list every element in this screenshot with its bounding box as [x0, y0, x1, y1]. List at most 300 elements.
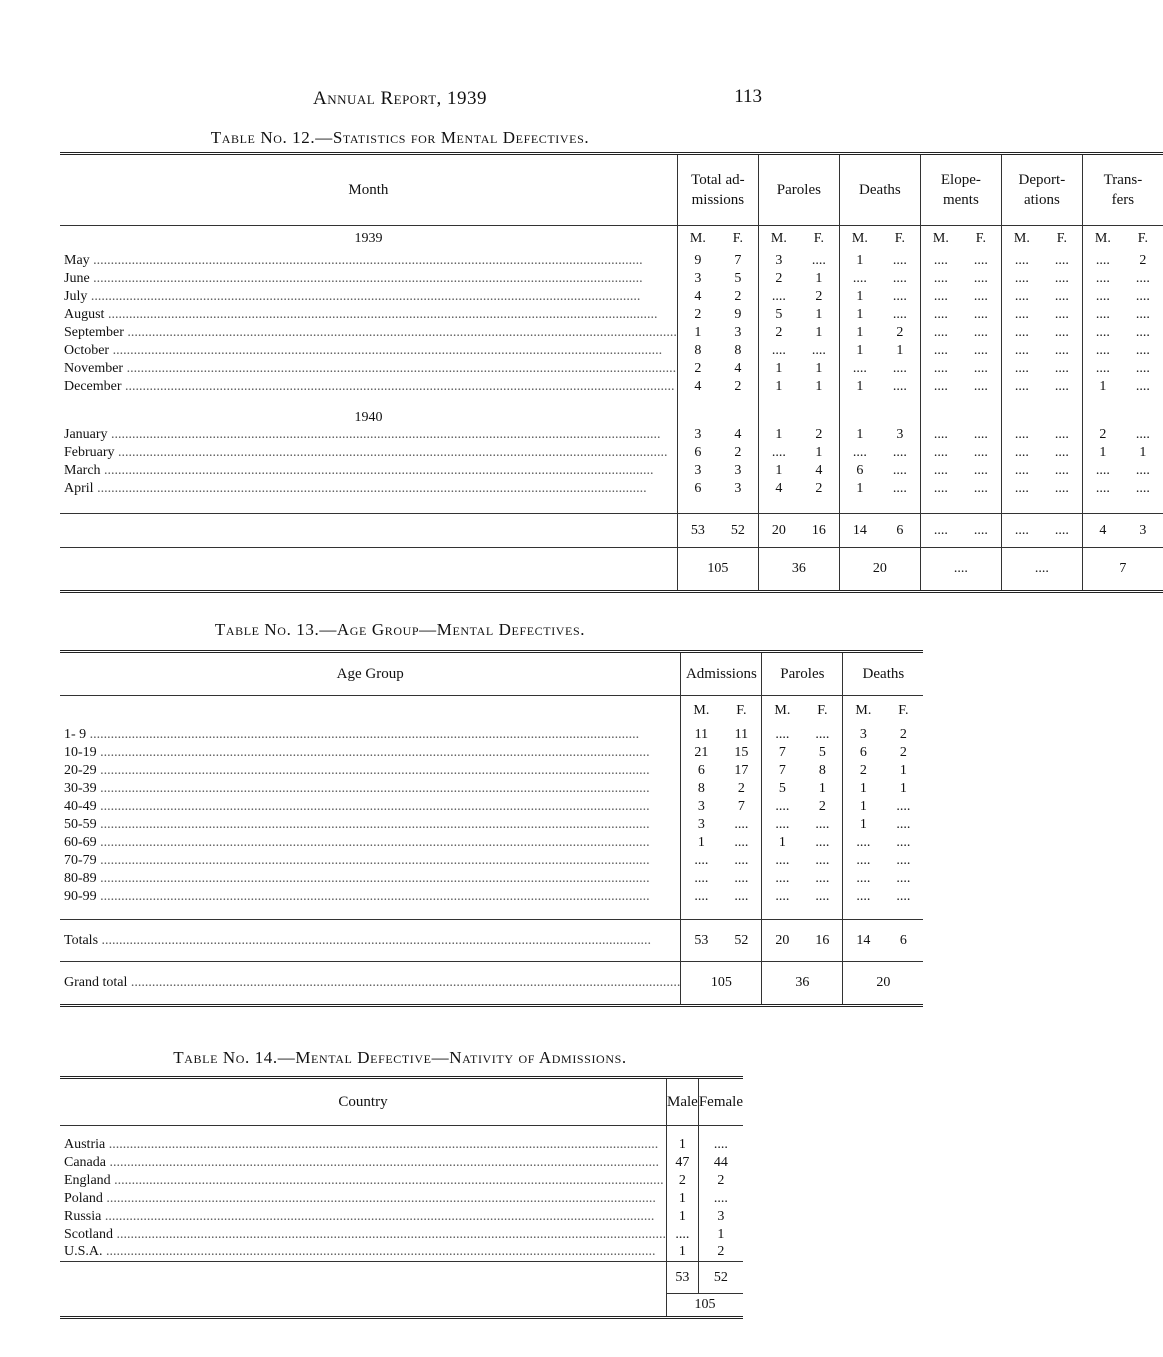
t14-male: 47 — [667, 1154, 699, 1172]
t12-cell-m: 8 — [694, 342, 702, 358]
t12-cell-f: .... — [892, 462, 907, 478]
t12-cell-f: .... — [973, 252, 988, 268]
t14-female: 2 — [698, 1244, 743, 1262]
t12-cell — [1001, 480, 1082, 498]
t13-cell-m: 6 — [859, 744, 867, 760]
t12-cell — [758, 444, 839, 462]
t12-cell-m: .... — [1014, 252, 1029, 268]
t14-female: .... — [698, 1190, 743, 1208]
t13-cell-f: .... — [896, 834, 911, 850]
t12-cell-f: .... — [973, 426, 988, 442]
t13-total-f: 16 — [815, 932, 830, 948]
t13-cell-f: .... — [896, 870, 911, 886]
t14-grand-label — [60, 1294, 667, 1318]
t12-cell-f: 2 — [734, 288, 742, 304]
t13-cell-m: .... — [856, 888, 871, 904]
t14-grand-row — [60, 1294, 743, 1318]
t13-cell — [843, 834, 924, 852]
t13-age-label — [60, 726, 681, 744]
table-row — [60, 852, 923, 870]
t13-cell — [843, 870, 924, 888]
month-name: January ..... — [64, 427, 661, 442]
t12-spacer — [839, 396, 920, 426]
table-row — [60, 444, 1163, 462]
age-group: 50-59 ..... — [64, 817, 650, 832]
t13-age-label — [60, 780, 681, 798]
month-name: October ..... — [64, 343, 662, 358]
t12-cell — [677, 378, 758, 396]
t12-cell — [758, 324, 839, 342]
t12-cell — [1082, 270, 1163, 288]
t14-female: 44 — [698, 1154, 743, 1172]
t12-total-f: 6 — [896, 522, 904, 538]
t12-header-deaths: Deaths — [839, 154, 920, 226]
t12-cell — [920, 480, 1001, 498]
t12-mf-header — [758, 226, 839, 252]
t12-cell — [677, 270, 758, 288]
t12-mf-header — [1001, 226, 1082, 252]
t13-cell-f: 1 — [818, 780, 826, 796]
t12-cell-f: 1 — [815, 270, 823, 286]
t12-totals-row — [60, 514, 1163, 548]
t12-total-f: .... — [973, 522, 988, 538]
t12-spacer — [1082, 396, 1163, 426]
t12-cell-m: 3 — [694, 426, 702, 442]
t12-cell — [1001, 462, 1082, 480]
table-row — [60, 834, 923, 852]
t12-header-transfers: Trans- fers — [1082, 154, 1163, 226]
t12-cell-m: 2 — [694, 360, 702, 376]
t12-cell — [839, 252, 920, 270]
t12-cell-m: 1 — [775, 360, 783, 376]
table-row — [60, 726, 923, 744]
t12-total — [1001, 514, 1082, 548]
t13-total — [762, 920, 843, 962]
t12-cell-f: .... — [1135, 288, 1150, 304]
t12-cell-f: .... — [892, 270, 907, 286]
t14-spacer — [698, 1126, 743, 1136]
table-row — [60, 462, 1163, 480]
t12-grand-total: .... — [920, 548, 1001, 592]
t12-total — [677, 514, 758, 548]
t12-cell-m: .... — [771, 288, 786, 304]
t12-cell-m: 1 — [856, 342, 864, 358]
t12-spacer — [839, 498, 920, 514]
t13-cell-m: .... — [694, 888, 709, 904]
t13-grand-total: 36 — [762, 962, 843, 1006]
t13-grand-total: 105 — [681, 962, 762, 1006]
t12-cell-m: .... — [1095, 324, 1110, 340]
t14-male: 1 — [667, 1190, 699, 1208]
t13-totals-row — [60, 920, 923, 962]
table-row — [60, 744, 923, 762]
t12-cell-m: .... — [933, 360, 948, 376]
table14-title: Table No. 14.—Mental Defective—Nativity of Admissions. — [173, 1048, 627, 1067]
t12-cell — [758, 270, 839, 288]
t13-mf-header-m: M. — [774, 702, 791, 718]
t13-cell — [843, 762, 924, 780]
t12-cell — [920, 462, 1001, 480]
t12-year-1940: 1940 — [354, 409, 383, 425]
t12-total-f: .... — [1054, 522, 1069, 538]
month-name: July ..... — [64, 289, 640, 304]
t12-cell-f: .... — [1054, 360, 1069, 376]
t12-month-label — [60, 360, 677, 378]
t12-cell — [758, 426, 839, 444]
t12-total-f: 52 — [730, 522, 745, 538]
t13-age-label — [60, 888, 681, 906]
t13-cell — [681, 780, 762, 798]
table-row — [60, 360, 1163, 378]
t13-total-m: 14 — [856, 932, 871, 948]
t13-spacer — [762, 906, 843, 920]
t12-month-label — [60, 342, 677, 360]
t12-cell-f: 1 — [815, 306, 823, 322]
t14-country-label — [60, 1154, 667, 1172]
t12-spacer — [60, 498, 677, 514]
t13-spacer — [60, 696, 681, 726]
t12-header-deportations: Deport- ations — [1001, 154, 1082, 226]
t13-cell-f: .... — [734, 834, 749, 850]
t13-cell — [762, 744, 843, 762]
t12-cell — [677, 324, 758, 342]
t12-cell — [839, 378, 920, 396]
t12-grand-total: 105 — [677, 548, 758, 592]
t12-cell — [839, 360, 920, 378]
t12-cell — [920, 342, 1001, 360]
t13-cell — [681, 726, 762, 744]
totals-label: Totals ..... — [64, 933, 651, 948]
t12-cell — [1082, 480, 1163, 498]
t12-cell-m: 1 — [856, 426, 864, 442]
t13-header-age-group: Age Group — [60, 652, 681, 696]
page-number: 113 — [734, 86, 762, 107]
table-row — [60, 816, 923, 834]
t12-total-m: 14 — [852, 522, 867, 538]
t13-age-label — [60, 816, 681, 834]
t12-mf-header-m: M. — [689, 230, 706, 246]
month-name: February ..... — [64, 445, 668, 460]
t12-cell — [920, 444, 1001, 462]
t12-spacer — [920, 396, 1001, 426]
t12-cell-m: 6 — [694, 444, 702, 460]
t12-cell — [677, 480, 758, 498]
t13-cell — [762, 852, 843, 870]
t13-cell-m: 1 — [778, 834, 786, 850]
table-row — [60, 288, 1163, 306]
t13-cell-m: .... — [694, 870, 709, 886]
t12-total-m: 4 — [1099, 522, 1107, 538]
t12-cell-m: .... — [1095, 252, 1110, 268]
t13-header-admissions: Admissions — [681, 652, 762, 696]
t13-spacer — [60, 906, 681, 920]
t13-cell-m: .... — [775, 798, 790, 814]
country-name: England ..... — [64, 1173, 664, 1188]
t12-cell — [677, 426, 758, 444]
t12-header-month: Month — [60, 154, 677, 226]
t14-spacer — [60, 1126, 667, 1136]
t12-cell-m: .... — [1014, 378, 1029, 394]
t12-cell — [758, 462, 839, 480]
t13-cell-m: 1 — [859, 798, 867, 814]
t13-cell-f: .... — [734, 870, 749, 886]
t13-total-f: 6 — [899, 932, 907, 948]
t12-cell-f: 4 — [815, 462, 823, 478]
t14-totals-row — [60, 1262, 743, 1294]
t12-cell-f: 3 — [734, 462, 742, 478]
t12-spacer — [1001, 498, 1082, 514]
t13-cell — [843, 816, 924, 834]
t12-cell-f: .... — [1054, 270, 1069, 286]
t12-cell-f: 1 — [1139, 444, 1147, 460]
t12-cell — [677, 306, 758, 324]
t12-cell — [677, 342, 758, 360]
t12-cell-m: 1 — [856, 252, 864, 268]
t12-spacer — [920, 498, 1001, 514]
age-group: 10-19 ..... — [64, 745, 650, 760]
t12-cell-m: .... — [1014, 270, 1029, 286]
t12-cell — [677, 462, 758, 480]
t14-country-label — [60, 1190, 667, 1208]
t12-cell-m: 5 — [775, 306, 783, 322]
t12-cell-f: .... — [1054, 378, 1069, 394]
t12-cell-m: 1 — [775, 426, 783, 442]
t12-total-f: 3 — [1139, 522, 1147, 538]
month-name: December ..... — [64, 379, 675, 394]
t12-cell — [839, 462, 920, 480]
t12-cell-m: 1 — [856, 288, 864, 304]
country-name: Scotland ..... — [64, 1227, 666, 1242]
t12-cell-m: 1 — [1099, 378, 1107, 394]
t12-cell — [920, 270, 1001, 288]
t14-male: .... — [667, 1226, 699, 1244]
t13-header-deaths: Deaths — [843, 652, 924, 696]
table-row — [60, 798, 923, 816]
t12-spacer-row — [60, 498, 1163, 514]
t12-cell-f: 1 — [815, 360, 823, 376]
t12-cell-m: .... — [1014, 324, 1029, 340]
t12-cell-m: 2 — [775, 270, 783, 286]
t13-cell-f: 7 — [737, 798, 745, 814]
t12-cell — [1001, 324, 1082, 342]
t12-mf-header-f: F. — [732, 230, 743, 246]
t12-cell-f: .... — [892, 306, 907, 322]
t13-cell-f: .... — [896, 816, 911, 832]
t12-cell-m: .... — [1014, 306, 1029, 322]
t12-cell-m: .... — [1095, 462, 1110, 478]
t12-mf-header — [920, 226, 1001, 252]
t12-cell-f: .... — [1135, 324, 1150, 340]
table-row — [60, 870, 923, 888]
t12-cell-m: 1 — [856, 306, 864, 322]
t13-cell-m: 11 — [694, 726, 709, 742]
country-name: Poland ..... — [64, 1191, 656, 1206]
t13-cell-m: .... — [856, 834, 871, 850]
t12-cell-f: .... — [1054, 324, 1069, 340]
table-row — [60, 252, 1163, 270]
t14-country-label — [60, 1172, 667, 1190]
t12-cell-m: 3 — [775, 252, 783, 268]
t14-header-male: Male — [667, 1078, 699, 1126]
t12-grand-row — [60, 548, 1163, 592]
t12-cell — [1082, 462, 1163, 480]
t12-cell-m: .... — [1095, 480, 1110, 496]
t12-header-paroles: Paroles — [758, 154, 839, 226]
t14-country-label — [60, 1136, 667, 1154]
t13-cell-m: .... — [775, 852, 790, 868]
t12-cell-f: .... — [892, 252, 907, 268]
t12-cell — [839, 270, 920, 288]
t13-cell-m: 5 — [778, 780, 786, 796]
table-row — [60, 1154, 743, 1172]
t13-cell-f: 2 — [899, 744, 907, 760]
t12-year-row-1940 — [60, 396, 1163, 426]
t13-cell — [681, 852, 762, 870]
t12-spacer — [1001, 396, 1082, 426]
t13-cell-f: .... — [815, 726, 830, 742]
t12-cell — [1001, 270, 1082, 288]
t13-cell — [762, 762, 843, 780]
t12-cell-m: .... — [933, 252, 948, 268]
t12-cell — [1001, 444, 1082, 462]
t13-spacer-row — [60, 906, 923, 920]
t12-cell-m: .... — [933, 378, 948, 394]
t13-cell-m: 3 — [859, 726, 867, 742]
t12-cell-f: .... — [1135, 480, 1150, 496]
t12-mf-header-m: M. — [851, 230, 868, 246]
t12-cell-m: 4 — [775, 480, 783, 496]
age-group: 30-39 ..... — [64, 781, 650, 796]
t14-spacer-row — [60, 1126, 743, 1136]
t14-male: 1 — [667, 1244, 699, 1262]
t12-cell-f: .... — [1135, 378, 1150, 394]
country-name: Canada ..... — [64, 1155, 659, 1170]
table14 — [60, 1076, 743, 1319]
t14-female: 1 — [698, 1226, 743, 1244]
t12-mf-header — [1082, 226, 1163, 252]
t13-cell — [681, 888, 762, 906]
t13-cell-f: 1 — [899, 762, 907, 778]
t12-month-label — [60, 252, 677, 270]
t12-month-label — [60, 480, 677, 498]
country-name: Austria ..... — [64, 1137, 658, 1152]
t12-total — [1082, 514, 1163, 548]
t12-cell-m: .... — [933, 288, 948, 304]
t12-cell-f: 2 — [734, 378, 742, 394]
t12-cell-m: .... — [1095, 342, 1110, 358]
t12-cell-m: .... — [933, 324, 948, 340]
t12-cell-f: 3 — [734, 480, 742, 496]
t12-cell-m: .... — [1014, 444, 1029, 460]
t13-cell — [843, 726, 924, 744]
t13-cell-m: .... — [775, 870, 790, 886]
t13-cell — [762, 780, 843, 798]
table-row — [60, 426, 1163, 444]
t12-cell — [758, 378, 839, 396]
t12-cell-f: 4 — [734, 426, 742, 442]
t13-age-label — [60, 870, 681, 888]
t12-mf-header-f: F. — [975, 230, 986, 246]
table-row — [60, 480, 1163, 498]
t12-month-label — [60, 288, 677, 306]
t12-cell — [839, 324, 920, 342]
t12-spacer — [1082, 498, 1163, 514]
t13-cell-f: .... — [896, 888, 911, 904]
t12-cell-m: .... — [933, 462, 948, 478]
t13-cell-m: .... — [775, 816, 790, 832]
t12-cell-m: .... — [771, 342, 786, 358]
t12-spacer — [758, 498, 839, 514]
t12-grand-label — [60, 548, 677, 592]
t13-cell-f: 2 — [899, 726, 907, 742]
table-row — [60, 888, 923, 906]
t12-cell-f: .... — [973, 480, 988, 496]
t12-mf-header-m: M. — [770, 230, 787, 246]
t12-cell-m: 1 — [694, 324, 702, 340]
t12-cell — [920, 252, 1001, 270]
t12-cell-f: .... — [892, 378, 907, 394]
t13-age-label — [60, 798, 681, 816]
t12-cell — [1082, 342, 1163, 360]
table-row — [60, 378, 1163, 396]
t13-total — [681, 920, 762, 962]
t12-cell-m: .... — [933, 270, 948, 286]
table12-title: Table No. 12.—Statistics for Mental Defectives. — [210, 128, 590, 147]
t12-cell-f: .... — [1054, 288, 1069, 304]
t12-total-m: 20 — [771, 522, 786, 538]
t12-cell-f: 1 — [815, 444, 823, 460]
t12-cell-m: .... — [1014, 426, 1029, 442]
t14-totals-label — [60, 1262, 667, 1294]
t13-cell — [762, 798, 843, 816]
t12-cell-f: 9 — [734, 306, 742, 322]
t12-cell-f: .... — [973, 360, 988, 376]
t12-cell-f: .... — [973, 342, 988, 358]
t12-cell — [1082, 444, 1163, 462]
age-group: 1- 9 ..... — [64, 727, 639, 742]
t13-mf-row — [60, 696, 923, 726]
t12-cell-m: .... — [1095, 270, 1110, 286]
t12-cell-f: 3 — [896, 426, 904, 442]
t13-cell-f: .... — [896, 852, 911, 868]
t14-country-label — [60, 1244, 667, 1262]
t13-mf-header-m: M. — [855, 702, 872, 718]
t13-cell-f: .... — [815, 816, 830, 832]
t12-cell — [920, 288, 1001, 306]
t13-cell-m: 7 — [778, 762, 786, 778]
t12-month-label — [60, 378, 677, 396]
t13-total-m: 20 — [775, 932, 790, 948]
t13-age-label — [60, 834, 681, 852]
t13-cell — [681, 762, 762, 780]
t12-cell — [920, 324, 1001, 342]
t12-cell — [1001, 426, 1082, 444]
t12-cell — [758, 252, 839, 270]
t13-cell — [762, 870, 843, 888]
month-name: November ..... — [64, 361, 676, 376]
table-row — [60, 306, 1163, 324]
t12-cell-f: .... — [1135, 306, 1150, 322]
age-group: 90-99 ..... — [64, 889, 650, 904]
t12-cell-f: .... — [1054, 480, 1069, 496]
t13-spacer — [681, 906, 762, 920]
month-name: March ..... — [64, 463, 654, 478]
table-row — [60, 1244, 743, 1262]
t12-cell-f: 2 — [1139, 252, 1147, 268]
t13-cell — [843, 852, 924, 870]
month-name: September ..... — [64, 325, 677, 340]
t12-cell-m: .... — [852, 270, 867, 286]
